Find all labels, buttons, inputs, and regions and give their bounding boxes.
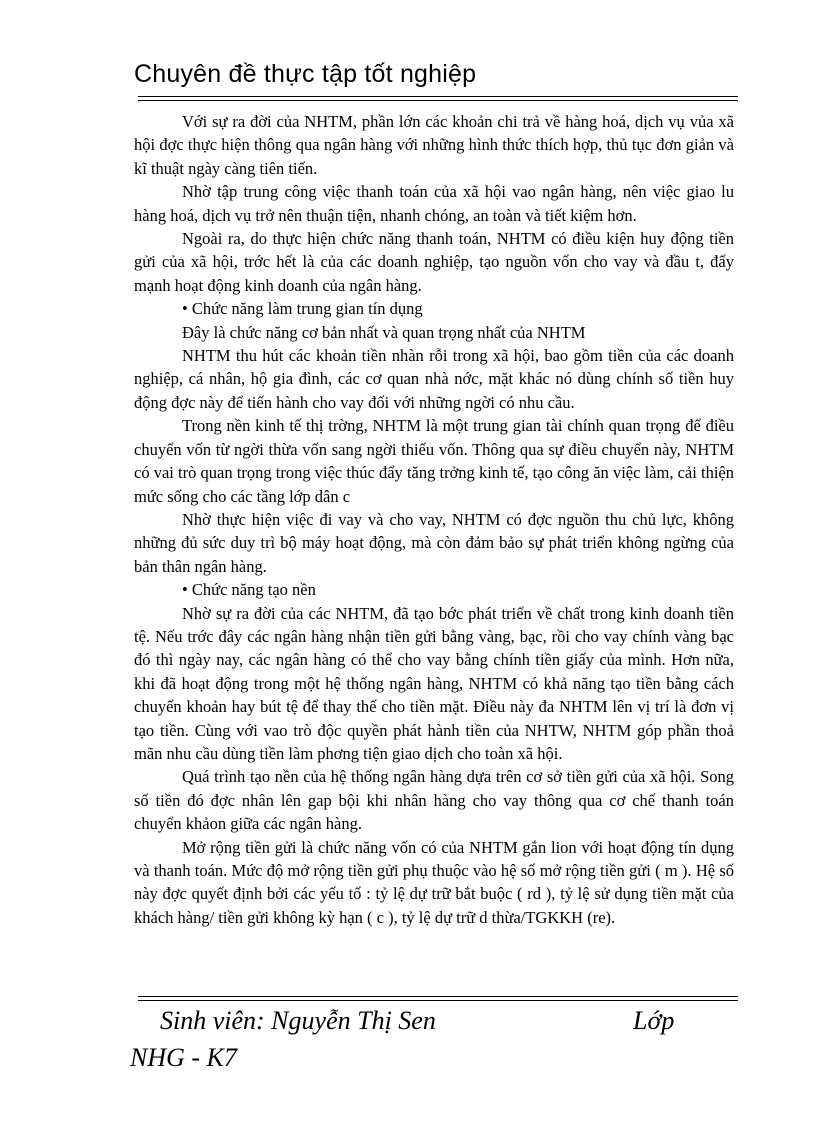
paragraph: Với sự ra đời của NHTM, phần lớn các khoản chi trả về hàng hoá, dịch vụ vủa xã hội đợc thực hiện thông qua ngân hàng với những hình thức thích hợp, thủ tục đơn giản và kĩ thuật ngày càng tiên tiến. — [134, 112, 734, 178]
paragraph: Nhờ tập trung công việc thanh toán của xã hội vao ngân hàng, nên việc giao lu hàng hoá, dịch vụ trở nên thuận tiện, nhanh chóng, an toàn và tiết kiệm hơn. — [134, 182, 734, 225]
paragraph: Mở rộng tiền gửi là chức năng vốn có của NHTM gắn lion với hoạt động tín dụng và thanh toán. Mức độ mở rộng tiền gửi phụ thuộc vào hệ số mở rộng tiền gửi ( m ). Hệ số này đợc quyết định bởi các yếu tố : tỷ lệ dự trữ bắt buộc ( rd ), tỷ lệ sử dụng tiền mặt của khách hàng/ tiền gửi không kỳ hạn ( c ), tỷ lệ dự trữ d thừa/TGKKH (re). — [134, 837, 734, 927]
footer-class-value: NHG - K7 — [130, 1043, 237, 1072]
document-body — [134, 110, 734, 929]
paragraph: Trong nền kinh tế thị trờng, NHTM là một trung gian tài chính quan trọng để điều chuyển vốn từ ngời thừa vốn sang ngời thiếu vốn. Thông qua sự điều chuyển này, NHTM có vai trò quan trọng trong việc thúc đẩy tăng trởng kinh tế, tạo công ăn việc làm, cải thiện mức sống cho các tầng lớp dân c — [134, 416, 734, 506]
footer-rule-bottom — [138, 1000, 738, 1001]
footer-rule-top — [138, 996, 738, 997]
paragraph: Ngoài ra, do thực hiện chức năng thanh toán, NHTM có điều kiện huy động tiền gửi của xã hội, trớc hết là của các doanh nghiệp, tạo nguồn vốn cho vay và đầu t, đẩy mạnh hoạt động kinh doanh của ngân hàng. — [134, 229, 734, 295]
header-rule-top — [138, 96, 738, 97]
paragraph: Quá trình tạo nền của hệ thống ngân hàng dựa trên cơ sở tiền gửi của xã hội. Song số tiền đó đợc nhân lên gap bội khi nhân hàng cho vay thông qua cơ chế thanh toán chuyển khảon giữa các ngân hàng. — [134, 767, 734, 834]
footer-class-label: Lớp — [633, 1006, 675, 1035]
paragraph: Nhờ thực hiện việc đi vay và cho vay, NHTM có đợc nguồn thu chủ lực, không những đủ sức duy trì bộ máy hoạt động, mà còn đảm bảo sự phát triển không ngừng của bản thân ngân hàng. — [134, 509, 734, 576]
footer-student-name: Sinh viên: Nguyễn Thị Sen — [160, 1006, 436, 1035]
bullet-heading: • Chức năng tạo nền — [182, 580, 316, 600]
bullet-heading: • Chức năng làm trung gian tín dụng — [182, 299, 423, 319]
paragraph: NHTM thu hút các khoản tiền nhàn rỗi trong xã hội, bao gồm tiền của các doanh nghiệp, cá nhân, hộ gia đình, các cơ quan nhà nớc, mặt khác nó dùng chính số tiền huy động đợc này để tiến hành cho vay đối với những ngời có nhu cầu. — [134, 346, 734, 412]
paragraph: Đây là chức năng cơ bản nhất và quan trọng nhất của NHTM — [182, 322, 586, 342]
paragraph: Nhờ sự ra đời của các NHTM, đã tạo bớc phát triển về chất trong kinh doanh tiền tệ. Nếu trớc đây các ngân hàng nhận tiền gửi bằng vàng, bạc, rồi cho vay chính vàng bạc đó thì ngày nay, các ngân hàng có thể cho vay bằng chính tiền giấy của mình. Hơn nữa, khi đã hoạt động trong một hệ thống ngân hàng, NHTM có khả năng tạo tiền bằng cách chuyển khoản hay bút tệ để thay thế cho tiền mặt. Điều này đa NHTM lên vị trí là đơn vị tạo tiền. Cùng với vao trò độc quyền phát hành tiền của NHTW, NHTM góp phần thoả mãn nhu cầu dùng tiền làm phơng tiện giao dịch cho toàn xã hội. — [134, 603, 734, 763]
header-rule-bottom — [138, 100, 738, 101]
page-header-title: Chuyên đề thực tập tốt nghiệp — [134, 60, 477, 88]
